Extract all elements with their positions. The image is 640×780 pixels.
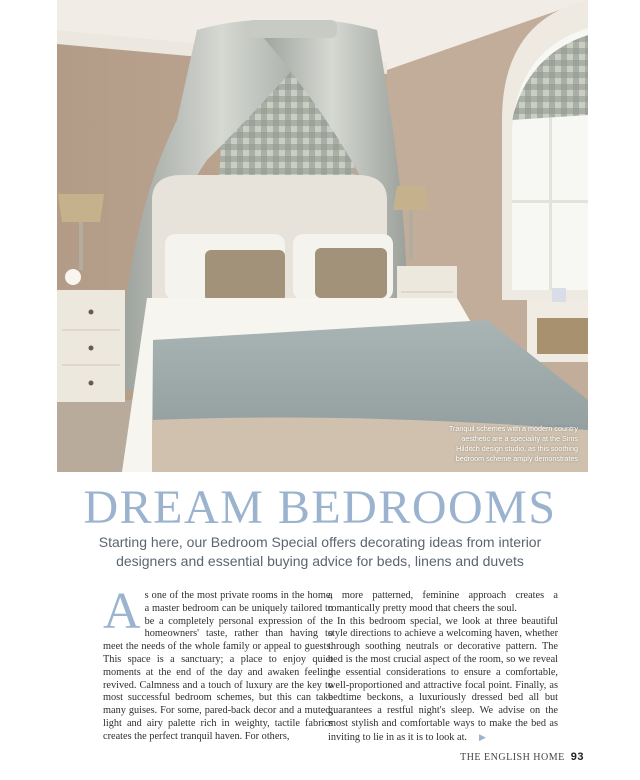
body-column-2 <box>328 590 558 745</box>
body-column-1 <box>103 583 333 744</box>
photo-caption: Tranquil schemes with a modern country aesthetic are a speciality at the Sims Hilditch design studio, as this soothing bedroom scheme amply demonstrates <box>448 424 578 463</box>
page-number: 93 <box>570 751 584 763</box>
continue-arrow-icon: ▶ <box>479 731 486 742</box>
body-paragraph <box>103 583 333 744</box>
body-paragraph-text: s one of the most private rooms in the home, a master bedroom can be uniquely tailored to be a completely personal expression of the homeowners' taste, rather than having to meet the needs of the whole family or appeal to guests. This space is a sanctuary; a place to enjoy quiet moments at the end of the day and awaken feeling revived. Calmness and a touch of luxury are the key to most successful bedroom schemes, but this can take many guises. For some, pared-back decor and a muted, light and airy palette rich in weighty, tactile fabrics creates the perfect tranquil haven. For others, <box>103 590 333 742</box>
bedroom-illustration <box>57 0 588 472</box>
body-paragraph-continued: a more patterned, feminine approach creates a romantically pretty mood that cheers the soul. <box>328 590 558 614</box>
page-footer <box>460 751 584 763</box>
magazine-name: THE ENGLISH HOME <box>460 752 565 763</box>
bedroom-photo <box>57 0 588 472</box>
article-headline: DREAM BEDROOMS <box>83 481 557 534</box>
body-paragraph-text: In this bedroom special, we look at three beautiful style directions to achieve a welcoming haven, whether through soothing neutrals or decorative pattern. The bed is the most crucial aspect of the room, so we reveal the essential considerations to ensure a comfortable, well-proportioned and attractive focal point. Finally, as bedtime beckons, a luxuriously dressed bed all but guarantees a restful night's sleep. We advise on the most stylish and comfortable ways to make the bed as inviting to lie in as it is to look at. <box>328 615 558 743</box>
article-standfirst: Starting here, our Bedroom Special offers decorating ideas from interior designers and essential buying advice for beds, linens and duvets <box>98 534 542 569</box>
drop-cap: A <box>103 583 141 640</box>
body-paragraph <box>328 616 558 745</box>
